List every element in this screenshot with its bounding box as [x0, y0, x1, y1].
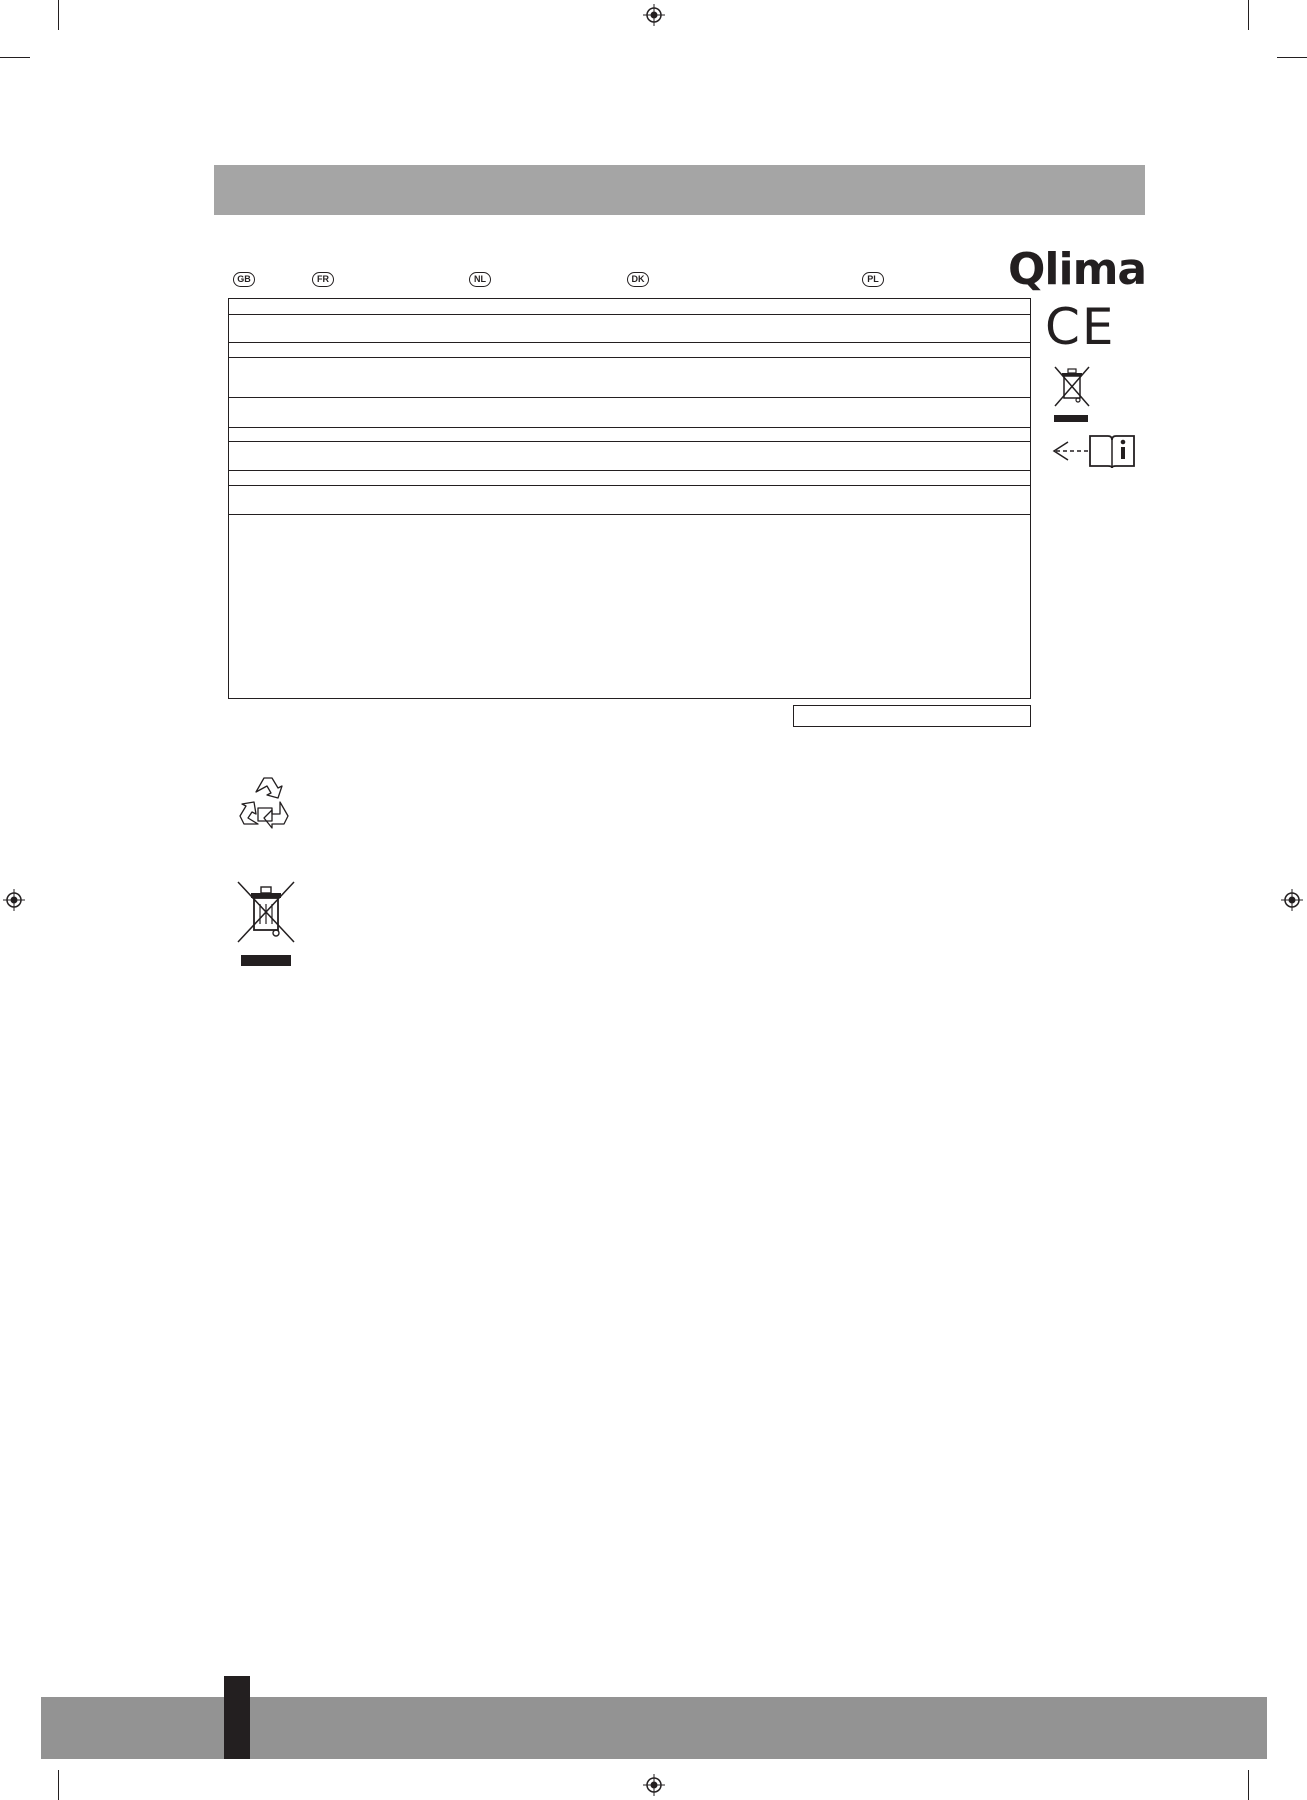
language-badge-gb: GB — [233, 272, 255, 287]
crop-mark — [58, 0, 59, 30]
read-manual-icon — [1050, 430, 1136, 470]
registration-mark-right — [1281, 889, 1303, 911]
language-badge-dk: DK — [627, 272, 649, 287]
registration-mark-left — [3, 889, 25, 911]
recycle-icon — [234, 770, 298, 834]
table-row-divider — [229, 314, 1030, 315]
registration-mark-bottom — [643, 1774, 665, 1796]
footer-page-tab — [224, 1676, 250, 1759]
table-row-divider — [229, 342, 1030, 343]
crop-mark — [1248, 0, 1249, 30]
table-row-divider — [229, 427, 1030, 428]
language-badge-fr: FR — [312, 272, 334, 287]
language-badge-pl: PL — [862, 272, 884, 287]
crop-mark — [1277, 57, 1307, 58]
table-row-divider — [229, 441, 1030, 442]
ce-mark: CE — [1045, 298, 1116, 356]
table-row-divider — [229, 470, 1030, 471]
serial-box — [793, 705, 1031, 727]
header-band — [214, 165, 1145, 215]
table-row-divider — [229, 514, 1030, 515]
table-row-divider — [229, 485, 1030, 486]
crossed-out-wheelie-bin-icon — [1052, 364, 1092, 424]
crossed-out-wheelie-bin-icon — [236, 880, 298, 968]
table-row-divider — [229, 357, 1030, 358]
language-badge-nl: NL — [469, 272, 491, 287]
info-table — [228, 298, 1031, 699]
brand-logo: Qlima — [1008, 244, 1147, 295]
table-row-divider — [229, 397, 1030, 398]
crop-mark — [58, 1770, 59, 1800]
crop-mark — [1248, 1770, 1249, 1800]
registration-mark-top — [643, 4, 665, 26]
crop-mark — [0, 57, 30, 58]
